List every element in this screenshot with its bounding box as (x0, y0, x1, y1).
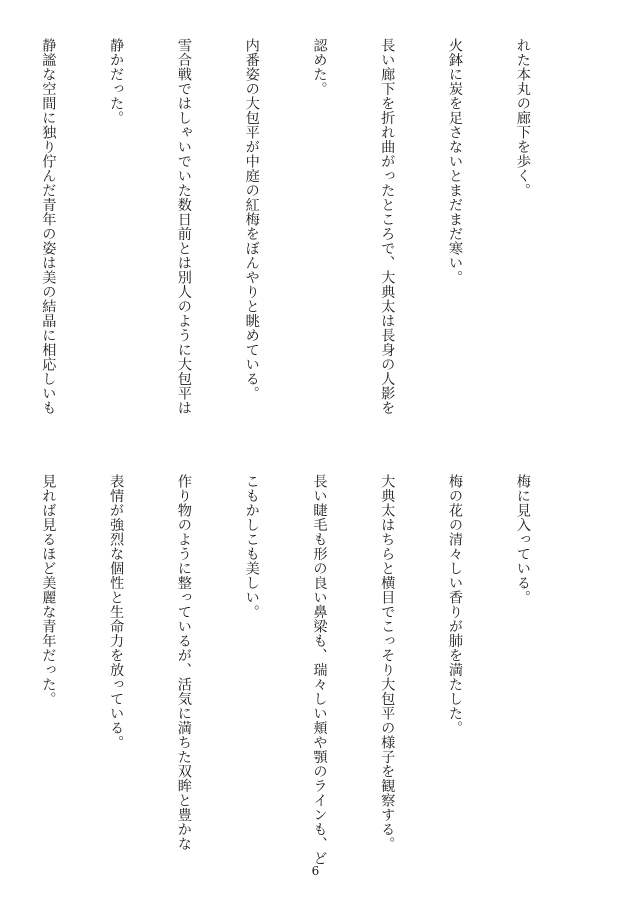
page-number: 6 (311, 864, 320, 878)
text-line: こもかしこも美しい。 (243, 474, 260, 619)
text-line: 静かだった。 (108, 38, 125, 125)
upper-text-block (40, 38, 579, 442)
text-line: 雪合戦ではしゃいでいた数日前とは別人のように大包平は (175, 38, 192, 415)
lower-text-block (40, 474, 579, 866)
text-line: 長い廊下を折れ曲がったところで、大典太は長身の人影を (379, 38, 396, 415)
text-line: 静謐な空間に独り佇んだ青年の姿は美の結晶に相応しいも (40, 38, 57, 415)
text-line: 梅に見入っている。 (514, 474, 531, 605)
text-line: 内番姿の大包平が中庭の紅梅をぼんやりと眺めている。 (243, 38, 260, 401)
text-line: 認めた。 (311, 38, 328, 96)
text-line: 梅の花の清々しい香りが肺を満たした。 (447, 474, 464, 735)
text-line: 大典太はちらと横目でこっそり大包平の様子を観察する。 (379, 474, 396, 851)
text-line: 表情が強烈な個性と生命力を放っている。 (108, 474, 125, 750)
text-line: 火鉢に炭を足さないとまだまだ寒い。 (447, 38, 464, 285)
text-line: 作り物のように整っているが、活気に満ちた双眸と豊かな (175, 474, 192, 851)
text-line: れた本丸の廊下を歩く。 (514, 38, 531, 198)
text-line: 長い睫毛も形の良い鼻梁も、瑞々しい頬や顎のラインも、ど (311, 474, 328, 866)
text-line: 見れば見るほど美麗な青年だった。 (40, 474, 57, 706)
